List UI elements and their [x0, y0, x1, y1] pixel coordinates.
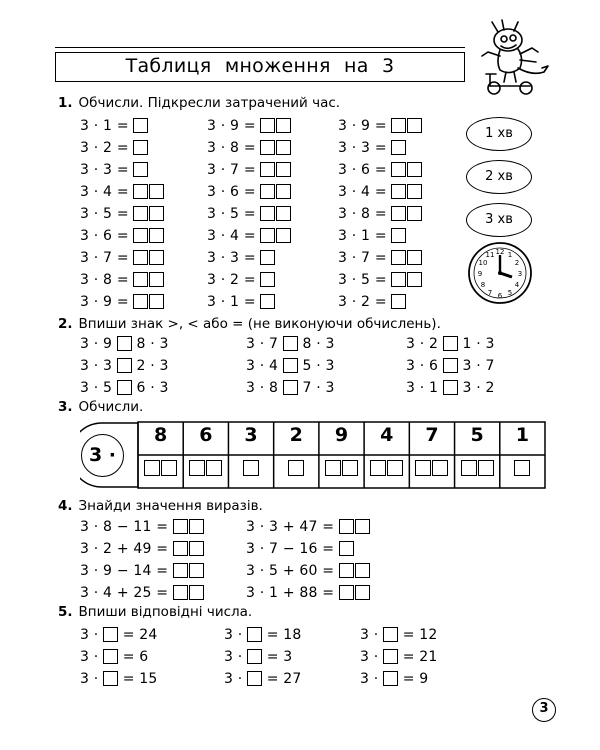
- answer-box[interactable]: [206, 460, 222, 476]
- fill-in-item: [224, 627, 302, 643]
- compare-item: [406, 358, 495, 374]
- answer-box[interactable]: [149, 206, 164, 221]
- factor-box[interactable]: [247, 649, 262, 664]
- expression: 3 · 4 =: [338, 184, 392, 200]
- expression: 3 · 9 =: [338, 118, 392, 134]
- compare-right: 8 · 3: [297, 336, 335, 352]
- prefix: 3 ·: [224, 627, 248, 643]
- exercise-row: [207, 184, 291, 200]
- answer-box[interactable]: [133, 294, 148, 309]
- strip-number: 7: [425, 424, 439, 446]
- answer-box[interactable]: [415, 460, 431, 476]
- answer-box[interactable]: [339, 563, 354, 578]
- compare-left: 3 · 5: [80, 380, 117, 396]
- strip-cell: [319, 421, 364, 489]
- exercise-row: [80, 228, 164, 244]
- expression: 3 · 7 =: [80, 250, 134, 266]
- answer-box[interactable]: [391, 294, 406, 309]
- sign-box[interactable]: [117, 358, 132, 373]
- answer-box[interactable]: [432, 460, 448, 476]
- exercise-row: [207, 228, 291, 244]
- prefix: 3 ·: [80, 671, 104, 687]
- expression: 3 · 1 =: [338, 228, 392, 244]
- multiplication-strip: [80, 421, 546, 489]
- exercise-row: [338, 118, 422, 134]
- strip-answer: [409, 460, 454, 477]
- expression: 3 · 1 + 88 =: [246, 585, 339, 601]
- fill-in-item: [80, 649, 148, 665]
- answer-box[interactable]: [260, 272, 275, 287]
- strip-cell: [364, 421, 409, 489]
- result: = 15: [118, 671, 158, 687]
- expression: 3 · 8 =: [338, 206, 392, 222]
- expression: 3 · 5 + 60 =: [246, 563, 339, 579]
- answer-box[interactable]: [391, 162, 406, 177]
- answer-box[interactable]: [133, 250, 148, 265]
- answer-box[interactable]: [260, 294, 275, 309]
- answer-box[interactable]: [149, 272, 164, 287]
- strip-number: 9: [334, 424, 349, 446]
- answer-box[interactable]: [355, 519, 370, 534]
- answer-box[interactable]: [260, 140, 275, 155]
- expression: 3 · 4 =: [207, 228, 261, 244]
- expression: 3 · 6 =: [338, 162, 392, 178]
- svg-text:1: 1: [507, 251, 513, 259]
- answer-box[interactable]: [276, 184, 291, 199]
- strip-answer: [455, 460, 500, 477]
- fill-in-item: [80, 627, 158, 643]
- time-option-2[interactable]: 2 хв: [466, 160, 532, 194]
- answer-box[interactable]: [514, 460, 530, 476]
- compare-item: [80, 380, 169, 396]
- section-1-heading: 1. Обчисли. Підкресли затрачений час.: [58, 95, 341, 111]
- compare-right: 6 · 3: [131, 380, 169, 396]
- expression-row: [246, 541, 354, 557]
- result: = 9: [398, 671, 429, 687]
- strip-cell: [500, 421, 545, 489]
- exercise-row: [207, 250, 275, 266]
- result: = 3: [262, 649, 293, 665]
- answer-box[interactable]: [133, 272, 148, 287]
- compare-right: 7 · 3: [297, 380, 335, 396]
- exercise-row: [338, 228, 406, 244]
- svg-text:3: 3: [517, 270, 523, 278]
- exercise-row: [207, 162, 291, 178]
- expression-row: [246, 519, 370, 535]
- strip-number: 4: [380, 424, 394, 446]
- exercise-row: [80, 294, 164, 310]
- compare-left: 3 · 2: [406, 336, 443, 352]
- strip-answer: [274, 460, 319, 477]
- compare-right: 5 · 3: [297, 358, 335, 374]
- answer-box[interactable]: [189, 585, 204, 600]
- answer-box[interactable]: [391, 184, 406, 199]
- compare-right: 3 · 2: [457, 380, 495, 396]
- expression: 3 · 4 + 25 =: [80, 585, 173, 601]
- expression: 3 · 5 =: [80, 206, 134, 222]
- exercise-row: [80, 250, 164, 266]
- sign-box[interactable]: [443, 380, 458, 395]
- expression: 3 · 3 =: [338, 140, 392, 156]
- exercise-row: [338, 140, 406, 156]
- answer-box[interactable]: [391, 272, 406, 287]
- answer-box[interactable]: [342, 460, 358, 476]
- svg-text:9: 9: [477, 270, 483, 278]
- sign-box[interactable]: [117, 336, 132, 351]
- answer-box[interactable]: [370, 460, 386, 476]
- exercise-row: [338, 294, 406, 310]
- fill-in-item: [360, 627, 438, 643]
- answer-box[interactable]: [149, 250, 164, 265]
- strip-number: 5: [470, 424, 484, 446]
- answer-box[interactable]: [478, 460, 494, 476]
- expression: 3 · 4 =: [80, 184, 134, 200]
- strip-number: 3: [244, 424, 258, 446]
- exercise-row: [338, 272, 422, 288]
- expression: 3 · 2 =: [338, 294, 392, 310]
- prefix: 3 ·: [80, 649, 104, 665]
- answer-box[interactable]: [276, 118, 291, 133]
- answer-box[interactable]: [260, 206, 275, 221]
- result: = 12: [398, 627, 438, 643]
- svg-text:12: 12: [495, 248, 505, 256]
- expression: 3 · 9 =: [207, 118, 261, 134]
- expression-row: [80, 563, 204, 579]
- answer-box[interactable]: [391, 118, 406, 133]
- exercise-row: [207, 140, 291, 156]
- result: = 21: [398, 649, 438, 665]
- answer-box[interactable]: [173, 563, 188, 578]
- prefix: 3 ·: [360, 671, 384, 687]
- compare-left: 3 · 1: [406, 380, 443, 396]
- sign-box[interactable]: [443, 336, 458, 351]
- answer-box[interactable]: [391, 140, 406, 155]
- exercise-row: [80, 206, 164, 222]
- compare-item: [246, 358, 335, 374]
- exercise-row: [338, 206, 422, 222]
- answer-box[interactable]: [407, 206, 422, 221]
- svg-text:6: 6: [497, 292, 503, 300]
- sign-box[interactable]: [443, 358, 458, 373]
- compare-item: [246, 380, 335, 396]
- compare-left: 3 · 7: [246, 336, 283, 352]
- answer-box[interactable]: [133, 206, 148, 221]
- clock-icon: [467, 241, 533, 305]
- strip-cell: [455, 421, 500, 489]
- exercise-row: [207, 294, 275, 310]
- fill-in-item: [80, 671, 158, 687]
- expression-row: [246, 585, 370, 601]
- prefix: 3 ·: [360, 649, 384, 665]
- result: = 24: [118, 627, 158, 643]
- answer-box[interactable]: [189, 460, 205, 476]
- strip-number: 2: [289, 424, 303, 446]
- answer-box[interactable]: [161, 460, 177, 476]
- answer-box[interactable]: [133, 228, 148, 243]
- answer-box[interactable]: [260, 162, 275, 177]
- strip-cell: [183, 421, 228, 489]
- svg-text:5: 5: [507, 289, 513, 297]
- strip-cell: [228, 421, 273, 489]
- expression: 3 · 6 =: [80, 228, 134, 244]
- compare-right: 3 · 7: [457, 358, 495, 374]
- prefix: 3 ·: [224, 649, 248, 665]
- svg-text:7: 7: [487, 289, 493, 297]
- prefix: 3 ·: [224, 671, 248, 687]
- expression: 3 · 6 =: [207, 184, 261, 200]
- exercise-row: [80, 118, 148, 134]
- svg-text:2: 2: [514, 259, 520, 267]
- answer-box[interactable]: [276, 228, 291, 243]
- exercise-row: [338, 250, 422, 266]
- answer-box[interactable]: [461, 460, 477, 476]
- expression: 3 · 7 =: [338, 250, 392, 266]
- answer-box[interactable]: [149, 228, 164, 243]
- exercise-row: [338, 184, 422, 200]
- strip-number: 1: [515, 424, 529, 446]
- answer-box[interactable]: [133, 184, 148, 199]
- compare-right: 1 · 3: [457, 336, 495, 352]
- compare-item: [80, 358, 169, 374]
- factor-box[interactable]: [383, 649, 398, 664]
- expression: 3 · 3 =: [80, 162, 134, 178]
- expression-row: [246, 563, 370, 579]
- strip-cell: [138, 421, 183, 489]
- exercise-row: [207, 272, 275, 288]
- exercise-row: [80, 184, 164, 200]
- sign-box[interactable]: [283, 358, 298, 373]
- strip-number: 6: [199, 424, 213, 446]
- answer-box[interactable]: [339, 519, 354, 534]
- answer-box[interactable]: [355, 563, 370, 578]
- expression: 3 · 7 − 16 =: [246, 541, 339, 557]
- sign-box[interactable]: [283, 336, 298, 351]
- factor-box[interactable]: [247, 627, 262, 642]
- answer-box[interactable]: [276, 140, 291, 155]
- fill-in-item: [360, 671, 428, 687]
- expression: 3 · 2 + 49 =: [80, 541, 173, 557]
- exercise-row: [338, 162, 422, 178]
- answer-box[interactable]: [407, 272, 422, 287]
- answer-box[interactable]: [260, 228, 275, 243]
- expression: 3 · 7 =: [207, 162, 261, 178]
- factor-box[interactable]: [383, 627, 398, 642]
- answer-box[interactable]: [276, 162, 291, 177]
- answer-box[interactable]: [144, 460, 160, 476]
- compare-item: [406, 336, 495, 352]
- compare-right: 8 · 3: [131, 336, 169, 352]
- multiplier-circle: 3 ·: [81, 434, 124, 477]
- sign-box[interactable]: [117, 380, 132, 395]
- section-2-heading: 2. Впиши знак >, < або = (не виконуючи обчислень).: [58, 316, 441, 332]
- answer-box[interactable]: [243, 460, 259, 476]
- answer-box[interactable]: [391, 228, 406, 243]
- answer-box[interactable]: [189, 541, 204, 556]
- expression: 3 · 1 =: [207, 294, 261, 310]
- expression: 3 · 2 =: [207, 272, 261, 288]
- answer-box[interactable]: [407, 250, 422, 265]
- answer-box[interactable]: [407, 118, 422, 133]
- answer-box[interactable]: [325, 460, 341, 476]
- answer-box[interactable]: [133, 140, 148, 155]
- title-rule: [55, 47, 465, 48]
- fill-in-item: [360, 649, 438, 665]
- exercise-row: [80, 162, 148, 178]
- expression: 3 · 1 =: [80, 118, 134, 134]
- expression: 3 · 9 =: [80, 294, 134, 310]
- time-option-3[interactable]: 3 хв: [466, 203, 532, 237]
- answer-box[interactable]: [387, 460, 403, 476]
- expression: 3 · 8 =: [80, 272, 134, 288]
- answer-box[interactable]: [339, 541, 354, 556]
- prefix: 3 ·: [360, 627, 384, 643]
- compare-left: 3 · 9: [80, 336, 117, 352]
- expression: 3 · 3 =: [207, 250, 261, 266]
- sign-box[interactable]: [283, 380, 298, 395]
- answer-box[interactable]: [173, 585, 188, 600]
- compare-left: 3 · 4: [246, 358, 283, 374]
- answer-box[interactable]: [133, 118, 148, 133]
- page-number: 3: [532, 698, 556, 722]
- answer-box[interactable]: [339, 585, 354, 600]
- compare-left: 3 · 3: [80, 358, 117, 374]
- compare-right: 2 · 3: [131, 358, 169, 374]
- compare-item: [406, 380, 495, 396]
- section-4-heading: 4. Знайди значення виразів.: [58, 498, 263, 514]
- answer-box[interactable]: [173, 519, 188, 534]
- answer-box[interactable]: [276, 206, 291, 221]
- section-3-heading: 3. Обчисли.: [58, 399, 144, 415]
- expression: 3 · 5 =: [338, 272, 392, 288]
- strip-cell: [409, 421, 454, 489]
- strip-answer: [228, 460, 273, 477]
- exercise-row: [80, 272, 164, 288]
- section-5-heading: 5. Впиши відповідні числа.: [58, 604, 253, 620]
- strip-answer: [500, 460, 545, 477]
- compare-item: [246, 336, 335, 352]
- expression-row: [80, 541, 204, 557]
- dragon-illustration: [470, 18, 552, 96]
- answer-box[interactable]: [133, 162, 148, 177]
- strip-answer: [319, 460, 364, 477]
- expression: 3 · 8 =: [207, 140, 261, 156]
- compare-left: 3 · 6: [406, 358, 443, 374]
- answer-box[interactable]: [407, 184, 422, 199]
- answer-box[interactable]: [288, 460, 304, 476]
- answer-box[interactable]: [260, 118, 275, 133]
- answer-box[interactable]: [391, 206, 406, 221]
- answer-box[interactable]: [149, 184, 164, 199]
- svg-text:11: 11: [485, 251, 495, 259]
- factor-box[interactable]: [103, 649, 118, 664]
- answer-box[interactable]: [189, 563, 204, 578]
- answer-box[interactable]: [189, 519, 204, 534]
- compare-item: [80, 336, 169, 352]
- answer-box[interactable]: [173, 541, 188, 556]
- page-title: Таблиця множення на 3: [55, 52, 465, 82]
- expression-row: [80, 519, 204, 535]
- expression: 3 · 8 − 11 =: [80, 519, 173, 535]
- factor-box[interactable]: [103, 671, 118, 686]
- expression: 3 · 9 − 14 =: [80, 563, 173, 579]
- strip-number: 8: [153, 424, 168, 446]
- fill-in-item: [224, 671, 302, 687]
- exercise-row: [207, 206, 291, 222]
- exercise-row: [80, 140, 148, 156]
- expression: 3 · 5 =: [207, 206, 261, 222]
- result: = 27: [262, 671, 302, 687]
- strip-answer: [364, 460, 409, 477]
- svg-text:10: 10: [478, 259, 488, 267]
- answer-box[interactable]: [260, 250, 275, 265]
- answer-box[interactable]: [391, 250, 406, 265]
- expression: 3 · 3 + 47 =: [246, 519, 339, 535]
- compare-left: 3 · 8: [246, 380, 283, 396]
- svg-text:4: 4: [514, 281, 520, 289]
- answer-box[interactable]: [149, 294, 164, 309]
- strip-cell: [274, 421, 319, 489]
- strip-answer: [138, 460, 183, 477]
- fill-in-item: [224, 649, 292, 665]
- exercise-row: [207, 118, 291, 134]
- result: = 18: [262, 627, 302, 643]
- factor-box[interactable]: [247, 671, 262, 686]
- answer-box[interactable]: [407, 162, 422, 177]
- strip-answer: [183, 460, 228, 477]
- svg-text:8: 8: [480, 281, 486, 289]
- factor-box[interactable]: [103, 627, 118, 642]
- expression-row: [80, 585, 204, 601]
- answer-box[interactable]: [355, 585, 370, 600]
- expression: 3 · 2 =: [80, 140, 134, 156]
- factor-box[interactable]: [383, 671, 398, 686]
- time-option-1[interactable]: 1 хв: [466, 117, 532, 151]
- prefix: 3 ·: [80, 627, 104, 643]
- result: = 6: [118, 649, 149, 665]
- answer-box[interactable]: [260, 184, 275, 199]
